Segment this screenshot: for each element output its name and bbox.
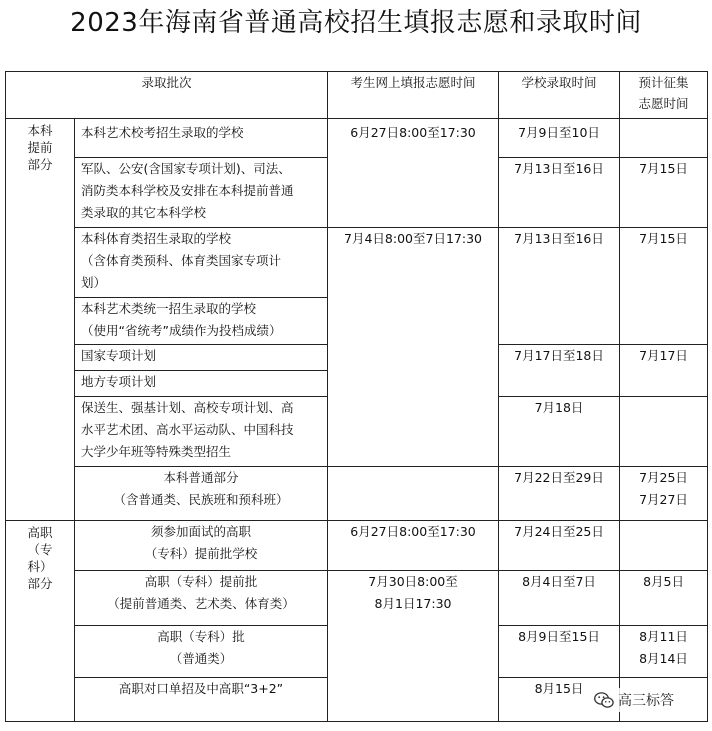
batch-name: 保送生、强基计划、高校专项计划、高 水平艺术团、高水平运动队、中国科技 大学少年班等特殊类型招生 [75, 397, 328, 467]
admit-time: 7月9日至10日 [499, 119, 620, 158]
batch-name: 高职（专科）批 （普通类） [75, 626, 328, 678]
watermark [594, 688, 678, 712]
admit-time: 8月4日至7日 [499, 571, 620, 626]
admit-time: 8月9日至15日 [499, 626, 620, 678]
collect-time: 7月15日 [620, 158, 708, 228]
wechat-icon [594, 692, 614, 709]
apply-time: 7月4日8:00至7日17:30 [328, 228, 499, 467]
batch-name: 高职（专科）提前批 （提前普通类、艺术类、体育类） [75, 571, 328, 626]
collect-time-empty [620, 521, 708, 571]
batch-name: 地方专项计划 [75, 371, 328, 397]
table-row [6, 467, 708, 521]
admit-time: 7月17日至18日 [499, 345, 620, 397]
admit-time: 7月24日至25日 [499, 521, 620, 571]
collect-time: 7月17日 [620, 345, 708, 397]
section-undergrad-early: 本科 提前 部分 [6, 119, 75, 521]
apply-time-empty [328, 467, 499, 521]
watermark-text: 高三标答 [618, 693, 674, 709]
apply-time: 6月27日8:00至17:30 [328, 119, 499, 228]
table-row [6, 228, 708, 298]
collect-time: 7月25日 7月27日 [620, 467, 708, 521]
batch-name: 本科普通部分 （含普通类、民族班和预科班） [75, 467, 328, 521]
admit-time: 8月15日 [499, 678, 620, 722]
collect-time: 8月5日 [620, 571, 708, 626]
batch-name: 本科体育类招生录取的学校 （含体育类预科、体育类国家专项计 划） [75, 228, 328, 298]
admit-time: 7月18日 [499, 397, 620, 467]
batch-name: 本科艺术校考招生录取的学校 [75, 119, 328, 158]
batch-name: 国家专项计划 [75, 345, 328, 371]
apply-time: 7月30日8:00至 8月1日17:30 [328, 571, 499, 722]
table-row [6, 571, 708, 626]
section-vocational: 高职 （专 科） 部分 [6, 521, 75, 722]
collect-time-empty [620, 119, 708, 158]
collect-time: 7月15日 [620, 228, 708, 345]
batch-name: 军队、公安(含国家专项计划)、司法、 消防类本科学校及安排在本科提前普通 类录取的其它本科学校 [75, 158, 328, 228]
collect-time-empty [620, 397, 708, 467]
admit-time: 7月13日至16日 [499, 158, 620, 228]
page-title: 2023年海南省普通高校招生填报志愿和录取时间 [70, 8, 642, 38]
table-row [6, 119, 708, 158]
header-row [6, 72, 708, 119]
admit-time: 7月22日至29日 [499, 467, 620, 521]
batch-name: 须参加面试的高职 （专科）提前批学校 [75, 521, 328, 571]
batch-name: 本科艺术类统一招生录取的学校 （使用“省统考”成绩作为投档成绩） [75, 298, 328, 345]
header-batch: 录取批次 [6, 72, 328, 119]
admit-time: 7月13日至16日 [499, 228, 620, 345]
admission-schedule-table [5, 71, 708, 722]
header-admit-time: 学校录取时间 [499, 72, 620, 119]
batch-name: 高职对口单招及中高职“3+2” [75, 678, 328, 722]
apply-time: 6月27日8:00至17:30 [328, 521, 499, 571]
header-apply-time: 考生网上填报志愿时间 [328, 72, 499, 119]
collect-time: 8月11日 8月14日 [620, 626, 708, 678]
header-collect-time: 预计征集 志愿时间 [620, 72, 708, 119]
table-row [6, 521, 708, 571]
